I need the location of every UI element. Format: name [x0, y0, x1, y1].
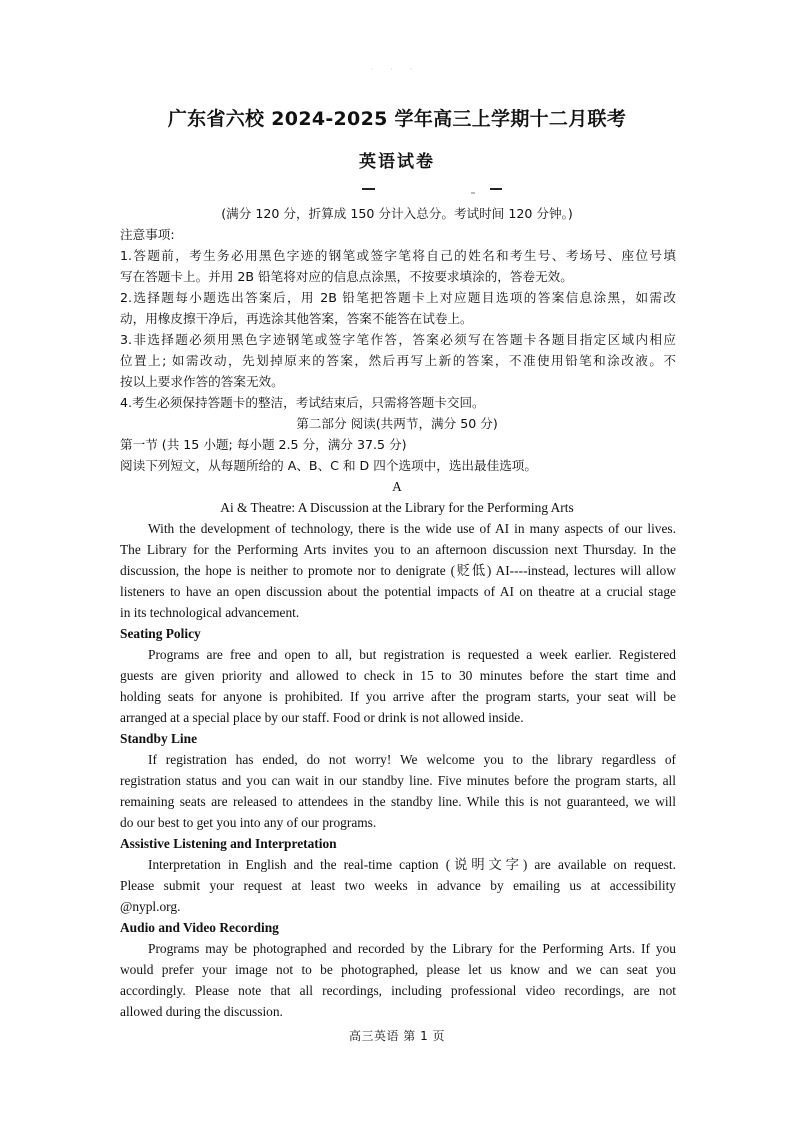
- passage-line: Programs may be photographed and recorded by the Library for the Performing Arts. If you: [148, 941, 676, 956]
- passage-line: do our best to get you into any of our programs.: [120, 815, 377, 830]
- passage-line: registration status and you can wait in our standby line. Five minutes before the program starts, all: [120, 773, 676, 788]
- exam-title: 广东省六校 2024-2025 学年高三上学期十二月联考: [167, 108, 627, 130]
- passage-line: allowed during the discussion.: [120, 1004, 283, 1019]
- passage-line: would prefer your image not to be photographed, please let us know and we can seat you: [120, 962, 676, 977]
- passage-line: in its technological advancement.: [120, 605, 300, 620]
- passage-line: accordingly. Please note that all recordings, including professional video recordings, are not: [120, 983, 676, 998]
- passage-title: Ai & Theatre: A Discussion at the Library for the Performing Arts: [220, 500, 574, 515]
- passage-line: Please submit your request at least two weeks in advance by emailing us at accessibility: [120, 878, 676, 893]
- score-note: (满分 120 分，折算成 150 分计入总分。考试时间 120 分钟。): [221, 206, 573, 221]
- notes-line: 4.考生必须保持答题卡的整洁，考试结束后，只需将答题卡交回。: [120, 395, 485, 410]
- section-instruction: 阅读下列短文，从每题所给的 A、B、C 和 D 四个选项中，选出最佳选项。: [120, 458, 537, 473]
- passage-line: The Library for the Performing Arts invites you to an afternoon discussion next Thursday. In the: [120, 542, 676, 557]
- passage-line: listeners to have an open discussion about the potential impacts of AI on theatre at a crucial stage: [120, 584, 676, 599]
- page-footer: 高三英语 第 1 页: [348, 1029, 446, 1043]
- passage-line: remaining seats are released to attendees in the standby line. While this is not guaranteed, we will: [120, 794, 676, 809]
- passage-line: guests are given priority and allowed to check in 15 to 30 minutes before the start time and: [120, 668, 676, 683]
- passage-line: Programs are free and open to all, but registration is requested a week earlier. Registered: [148, 647, 676, 662]
- passage-line: holding seats for anyone is prohibited. If you arrive after the program starts, your seat will be: [120, 689, 676, 704]
- passage-line: If registration has ended, do not worry! We welcome you to the library regardless of: [148, 752, 676, 767]
- section-heading: Audio and Video Recording: [120, 920, 279, 935]
- passage-line: @nypl.org.: [120, 899, 181, 914]
- notes-line: 2.选择题每小题选出答案后，用 2B 铅笔把答题卡上对应题目选项的答案信息涂黑，如需改: [120, 290, 676, 305]
- part-two-title: 第二部分 阅读(共两节，满分 50 分): [296, 416, 498, 431]
- passage-line: Interpretation in English and the real-time caption (说明文字) are available on request.: [148, 857, 676, 872]
- section-heading: Assistive Listening and Interpretation: [120, 836, 337, 851]
- faint-header-text: · · ·: [370, 62, 420, 76]
- passage-line: discussion, the hope is neither to promote nor to denigrate (贬低) AI----instead, lectures will allow: [120, 563, 676, 578]
- section-heading: Seating Policy: [120, 626, 201, 641]
- passage-letter: A: [392, 479, 402, 494]
- notes-line: 写在答题卡上。并用 2B 铅笔将对应的信息点涂黑，不按要求填涂的，答卷无效。: [120, 269, 573, 284]
- passage-line: With the development of technology, there is the wide use of AI in many aspects of our lives.: [148, 521, 676, 536]
- dash-mark: [471, 192, 475, 194]
- notes-line: 1.答题前，考生务必用黑色字迹的钢笔或签字笔将自己的姓名和考生号、考场号、座位号填: [120, 248, 676, 263]
- section-one-title: 第一节 (共 15 小题; 每小题 2.5 分，满分 37.5 分): [120, 437, 407, 452]
- notes-label: 注意事项:: [120, 227, 175, 242]
- notes-line: 动，用橡皮擦干净后，再选涂其他答案，答案不能答在试卷上。: [120, 311, 473, 326]
- dash-mark: [490, 188, 502, 190]
- dash-mark: [362, 188, 375, 190]
- exam-subtitle: 英语试卷: [359, 152, 435, 172]
- notes-line: 位置上; 如需改动，先划掉原来的答案，然后再写上新的答案，不准使用铅笔和涂改液。不: [120, 353, 676, 368]
- section-heading: Standby Line: [120, 731, 198, 746]
- notes-line: 3.非选择题必须用黑色字迹钢笔或签字笔作答，答案必须写在答题卡各题目指定区域内相应: [120, 332, 676, 347]
- passage-line: arranged at a special place by our staff. Food or drink is not allowed inside.: [120, 710, 524, 725]
- notes-line: 按以上要求作答的答案无效。: [120, 374, 284, 389]
